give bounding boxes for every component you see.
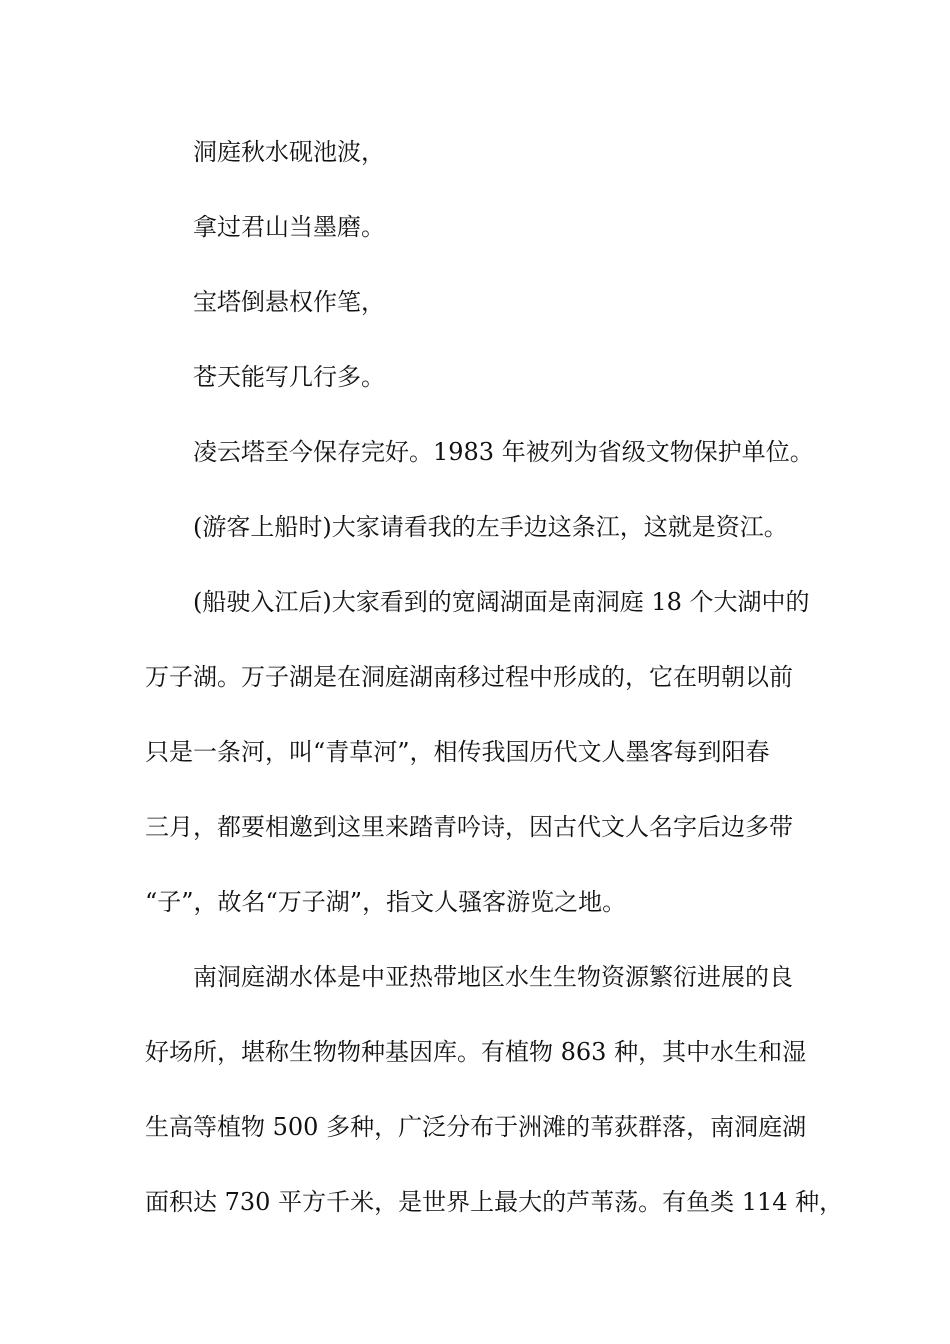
paragraph-line: 好场所，堪称生物物种基因库。有植物 863 种，其中水生和湿	[145, 1038, 807, 1066]
paragraph-line: 万子湖。万子湖是在洞庭湖南移过程中形成的，它在明朝以前	[145, 663, 793, 691]
paragraph-line: 只是一条河，叫“青草河”，相传我国历代文人墨客每到阳春	[145, 738, 770, 766]
paragraph-line: 生高等植物 500 多种，广泛分布于洲滩的苇荻群落，南洞庭湖	[145, 1113, 807, 1141]
poem-line-3: 宝塔倒悬权作笔，	[193, 288, 385, 316]
poem-line-4: 苍天能写几行多。	[193, 363, 385, 391]
paragraph-line: 三月，都要相邀到这里来踏青吟诗，因古代文人名字后边多带	[145, 813, 793, 841]
paragraph-line: 面积达 730 平方千米，是世界上最大的芦苇荡。有鱼类 114 种，	[145, 1188, 844, 1216]
paragraph-line: 南洞庭湖水体是中亚热带地区水生生物资源繁衍进展的良	[193, 963, 793, 991]
poem-line-2: 拿过君山当墨磨。	[193, 213, 385, 241]
paragraph-line: 凌云塔至今保存完好。1983 年被列为省级文物保护单位。	[193, 438, 814, 466]
poem-line-1: 洞庭秋水砚池波，	[193, 138, 385, 166]
paragraph-line: “子”，故名“万子湖”，指文人骚客游览之地。	[145, 888, 627, 916]
paragraph-line: (游客上船时)大家请看我的左手边这条江，这就是资江。	[193, 513, 788, 541]
paragraph-line: (船驶入江后)大家看到的宽阔湖面是南洞庭 18 个大湖中的	[193, 588, 810, 616]
